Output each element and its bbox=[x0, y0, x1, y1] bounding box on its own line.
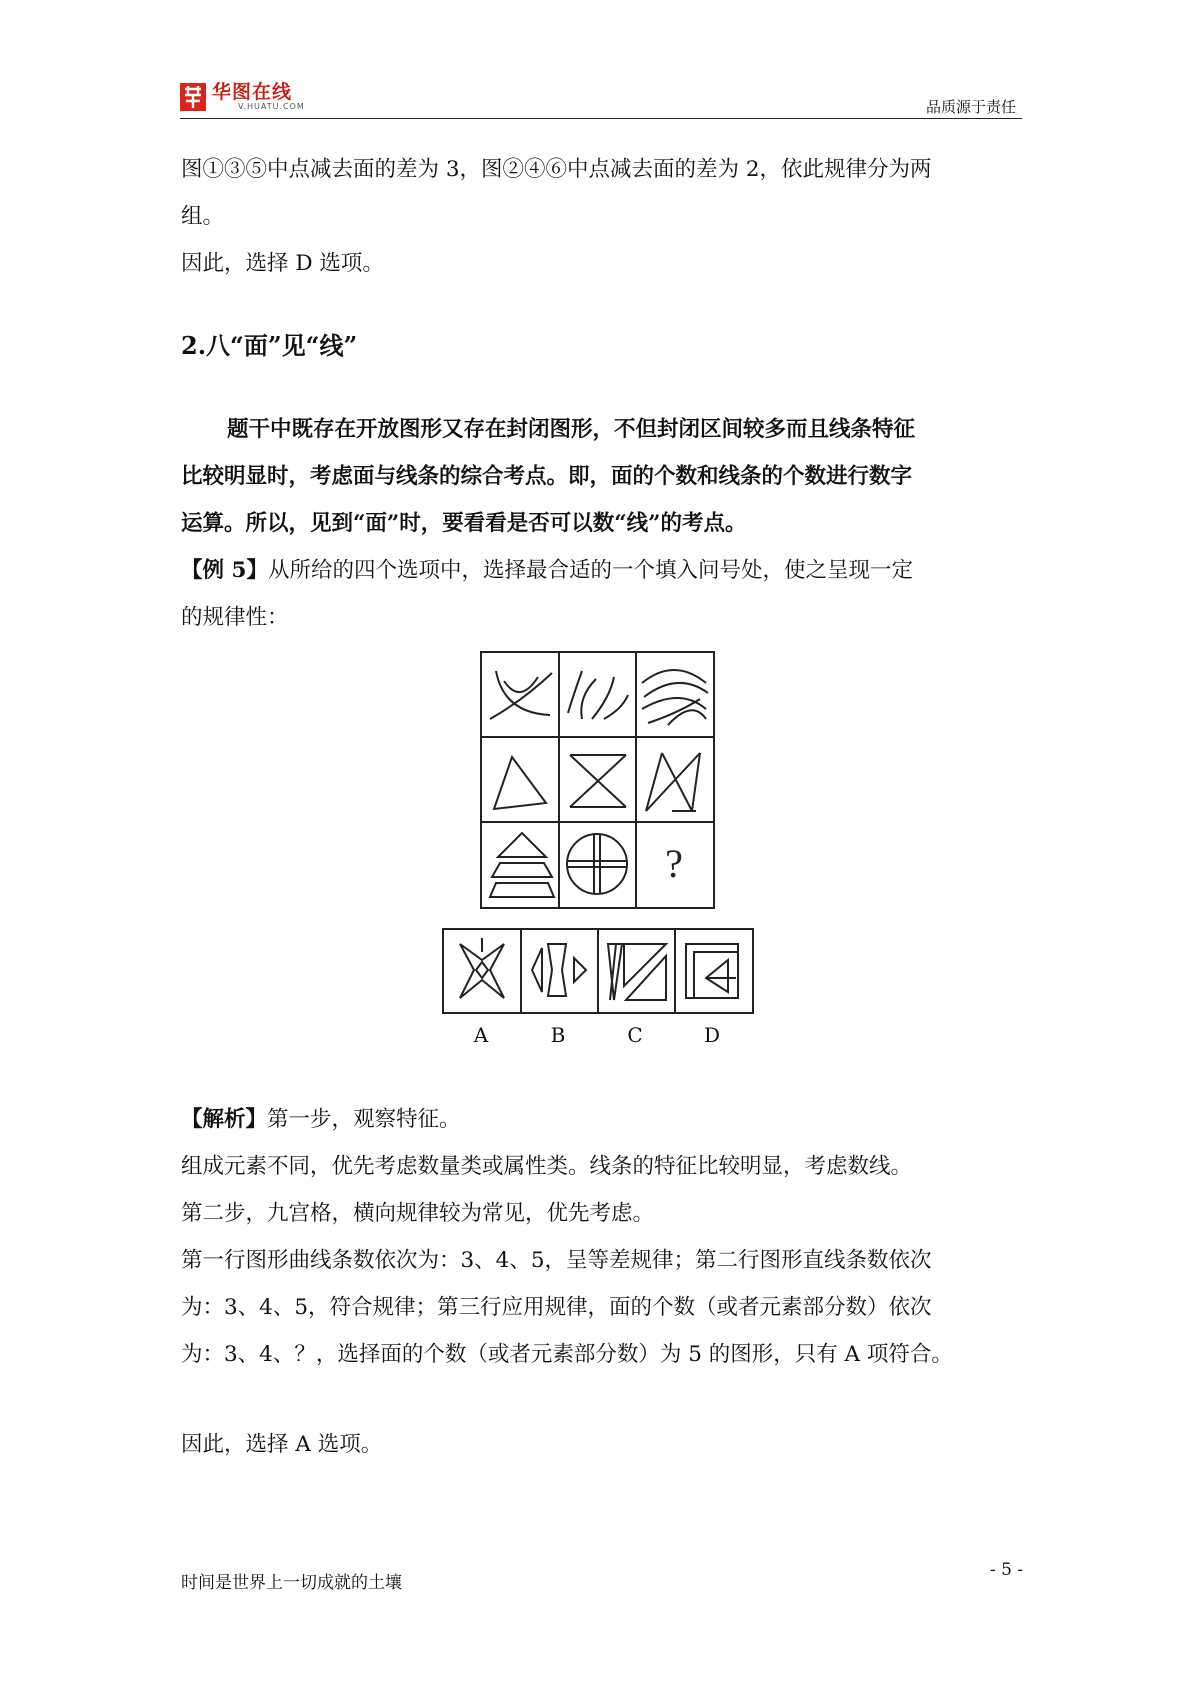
option-d-figure bbox=[686, 944, 738, 998]
figure-r1c1 bbox=[490, 671, 552, 719]
question-mark: ? bbox=[665, 841, 683, 886]
analysis-conclusion-block bbox=[181, 1421, 1026, 1468]
analysis-block bbox=[181, 1096, 1026, 1378]
figure-r1c2 bbox=[568, 671, 628, 719]
puzzle-grid bbox=[480, 651, 715, 909]
option-b-figure bbox=[532, 944, 586, 996]
analysis-step: 第一步，观察特征。 bbox=[267, 1107, 461, 1132]
figure-r1c3 bbox=[642, 670, 708, 725]
figure-r3c2 bbox=[567, 834, 627, 894]
logo-mark-icon bbox=[180, 83, 206, 111]
intro-line: 图①③⑤中点减去面的差为 3，图②④⑥中点减去面的差为 2，依此规律分为两 bbox=[181, 157, 932, 182]
analysis-line: 为：3、4、？，选择面的个数（或者元素部分数）为 5 的图形，只有 A 项符合。 bbox=[181, 1342, 953, 1367]
figure-r3c1 bbox=[490, 833, 554, 897]
option-c-figure bbox=[608, 944, 666, 1000]
answer-options bbox=[442, 928, 754, 1014]
figure-r2c1 bbox=[494, 757, 546, 809]
figure-r2c3 bbox=[646, 753, 700, 811]
logo-url: V.HUATU.COM bbox=[238, 102, 305, 111]
section-paragraph bbox=[181, 406, 1026, 547]
intro-conclusion: 因此，选择 D 选项。 bbox=[181, 251, 384, 276]
page-number: - 5 - bbox=[990, 1560, 1024, 1580]
option-labels bbox=[442, 1023, 754, 1049]
analysis-label: 【解析】 bbox=[181, 1107, 268, 1132]
section-heading: 2.八“面”见“线” bbox=[181, 331, 358, 360]
option-label-a: A bbox=[473, 1023, 489, 1047]
huatu-logo bbox=[180, 82, 305, 111]
analysis-line: 组成元素不同，优先考虑数量类或属性类。线条的特征比较明显，考虑数线。 bbox=[181, 1154, 913, 1179]
analysis-line: 第一行图形曲线条数依次为：3、4、5，呈等差规律；第二行图形直线条数依次 bbox=[181, 1248, 932, 1273]
example-text: 从所给的四个选项中，选择最合适的一个填入问号处，使之呈现一定 bbox=[267, 558, 913, 583]
analysis-line: 为：3、4、5，符合规律；第三行应用规律，面的个数（或者元素部分数）依次 bbox=[181, 1295, 932, 1320]
example-label: 【例 5】 bbox=[181, 558, 268, 583]
paragraph-line: 运算。所以，见到“面”时，要看看是否可以数“线”的考点。 bbox=[181, 511, 747, 536]
option-label-b: B bbox=[550, 1023, 566, 1047]
page-header bbox=[180, 78, 1022, 119]
analysis-conclusion: 因此，选择 A 选项。 bbox=[181, 1432, 383, 1457]
footer-motto: 时间是世界上一切成就的土壤 bbox=[181, 1573, 402, 1593]
logo-name: 华图在线 bbox=[212, 81, 293, 103]
example-text: 的规律性： bbox=[181, 605, 289, 630]
intro-block bbox=[181, 146, 1026, 287]
paragraph-line: 题干中既存在开放图形又存在封闭图形，不但封闭区间较多而且线条特征 bbox=[227, 417, 916, 442]
intro-line: 组。 bbox=[181, 204, 225, 229]
header-slogan: 品质源于责任 bbox=[925, 98, 1016, 116]
example-block bbox=[181, 547, 1026, 641]
figure-r2c2 bbox=[570, 755, 626, 807]
analysis-line: 第二步，九宫格，横向规律较为常见，优先考虑。 bbox=[181, 1201, 655, 1226]
paragraph-line: 比较明显时，考虑面与线条的综合考点。即，面的个数和线条的个数进行数字 bbox=[181, 464, 913, 489]
option-label-c: C bbox=[627, 1023, 643, 1047]
option-a-figure bbox=[460, 938, 504, 998]
option-label-d: D bbox=[703, 1023, 721, 1047]
